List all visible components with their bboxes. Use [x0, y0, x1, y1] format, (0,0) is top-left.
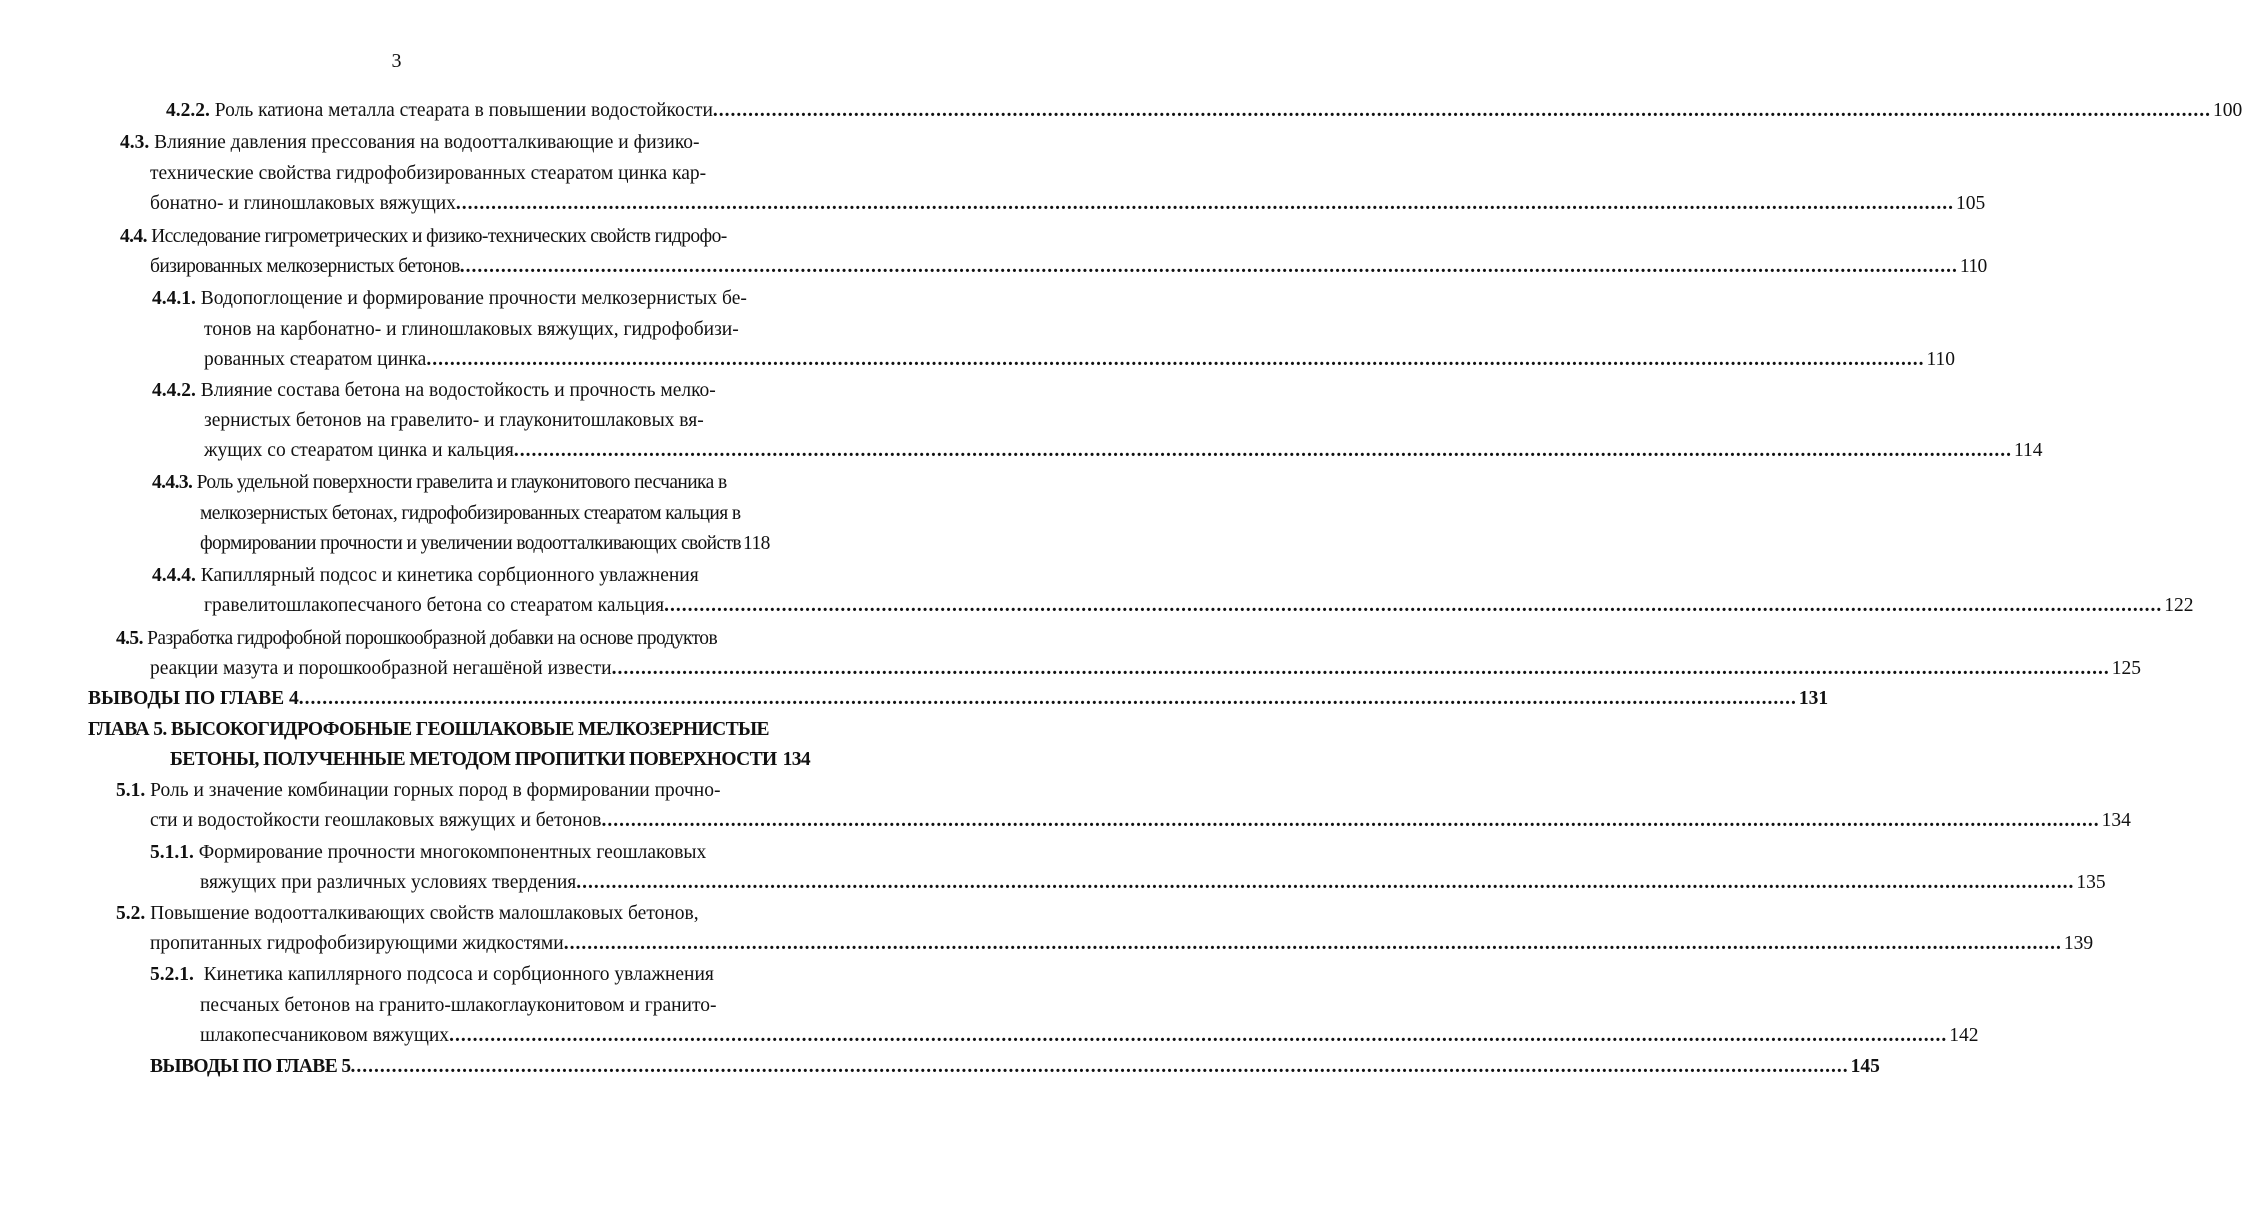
toc-title-line: технические свойства гидрофобизированных стеаратом цинка кар-: [150, 163, 707, 184]
toc-title-line: Формирование прочности многокомпонентных геошлаковых: [198, 842, 707, 863]
toc-title-line: Роль и значение комбинации горных пород в формировании прочно-: [150, 780, 721, 801]
toc-number: 4.5.: [116, 628, 143, 649]
leader-dots: [299, 686, 1797, 712]
leader-dots: [426, 347, 1924, 373]
toc-number: 5.1.: [116, 780, 146, 801]
toc-title-line: Разработка гидрофобной порошкообразной добавки на основе продуктов: [147, 628, 718, 649]
toc-page: 100: [2213, 100, 2242, 121]
toc-title-line: тонов на карбонатно- и глиношлаковых вяжущих, гидрофобизи-: [204, 319, 739, 340]
toc-number: 5.2.: [116, 903, 146, 924]
toc-title-line: бизированных мелкозернистых бетонов: [150, 256, 460, 277]
toc-title-line: ГЛАВА 5. ВЫСОКОГИДРОФОБНЫЕ ГЕОШЛАКОВЫЕ МЕЛКОЗЕРНИСТЫЕ: [88, 719, 769, 740]
toc-number: 4.2.2.: [166, 100, 210, 121]
toc-page: 118: [743, 533, 770, 554]
leader-dots: [576, 870, 2074, 896]
leader-dots: [449, 1023, 1947, 1049]
toc-number: 4.3.: [120, 132, 150, 153]
toc-title-line: гравелитошлакопесчаного бетона со стеаратом кальция: [204, 595, 665, 616]
toc-page: 110: [1926, 349, 1955, 370]
toc-title-line: Влияние давления прессования на водоотталкивающие и физико-: [154, 132, 700, 153]
toc-number: 4.4.4.: [152, 565, 196, 586]
toc-title-line: мелкозернистых бетонах, гидрофобизированных стеаратом кальция в: [200, 503, 741, 524]
toc-title: Роль катиона металла стеарата в повышении водостойкости: [209, 100, 713, 121]
toc-page: 105: [1956, 193, 1986, 214]
toc-page: 131: [1798, 688, 1829, 709]
toc-page: 114: [2013, 440, 2043, 461]
toc-number: 5.1.1.: [150, 842, 194, 863]
toc-number: 4.4.: [120, 226, 147, 247]
toc-title-line: Повышение водоотталкивающих свойств малошлаковых бетонов,: [150, 903, 699, 924]
toc-page: 145: [1850, 1056, 1880, 1077]
toc-title-line: сти и водостойкости геошлаковых вяжущих и бетонов: [150, 810, 602, 831]
toc-title-line: шлакопесчаниковом вяжущих: [200, 1025, 450, 1046]
toc-title-line: БЕТОНЫ, ПОЛУЧЕННЫЕ МЕТОДОМ ПРОПИТКИ ПОВЕРХНОСТИ: [170, 749, 777, 770]
page-number: 3: [391, 50, 402, 72]
toc-page: 122: [2164, 595, 2194, 616]
toc-page: 110: [1959, 256, 1987, 277]
toc-number: 4.4.1.: [152, 288, 196, 309]
toc-title-line: Роль удельной поверхности гравелита и глауконитового песчаника в: [196, 472, 727, 493]
leader-dots: [664, 593, 2162, 619]
toc-entry-4-2-2[interactable]: [166, 98, 2242, 124]
toc-title-line: жущих со стеаратом цинка и кальция: [204, 440, 514, 461]
toc-title-line: Водопоглощение и формирование прочности мелкозернистых бе-: [200, 288, 747, 309]
toc-title-line: пропитанных гидрофобизирующими жидкостями: [150, 933, 564, 954]
toc-title-line: реакции мазута и порошкообразной негашёной извести: [150, 658, 612, 679]
toc-title-line: зернистых бетонов на гравелито- и глауконитошлаковых вя-: [204, 410, 704, 431]
toc-title-line: вяжущих при различных условиях твердения: [200, 872, 577, 893]
toc-page: 142: [1949, 1025, 1979, 1046]
toc-page: 134: [2101, 810, 2131, 831]
toc-title: ВЫВОДЫ ПО ГЛАВЕ 5: [150, 1056, 351, 1077]
toc-title-line: бонатно- и глиношлаковых вяжущих: [150, 193, 456, 214]
toc-title-line: рованных стеаратом цинка: [204, 349, 427, 370]
toc-number: 5.2.1.: [150, 964, 194, 985]
toc-title-line: Капиллярный подсос и кинетика сорбционного увлажнения: [200, 565, 699, 586]
toc-title: ВЫВОДЫ ПО ГЛАВЕ 4: [88, 688, 299, 709]
toc-title-line: песчаных бетонов на гранито-шлакоглауконитовом и гранито-: [200, 995, 717, 1016]
leader-dots: [564, 931, 2062, 957]
toc-entry-conclusions-4[interactable]: [88, 686, 1829, 712]
toc-number: 4.4.2.: [152, 380, 196, 401]
toc-number: 4.4.3.: [152, 472, 193, 493]
toc-page: 135: [2076, 872, 2106, 893]
leader-dots: [602, 808, 2100, 834]
toc-title-line: Исследование гигрометрических и физико-технических свойств гидрофо-: [151, 226, 727, 247]
toc-title-line: Влияние состава бетона на водостойкость и прочность мелко-: [200, 380, 716, 401]
toc-page: 134: [782, 749, 811, 770]
leader-dots: [351, 1054, 1849, 1080]
leader-dots: [456, 191, 1954, 217]
leader-dots: [612, 656, 2110, 682]
leader-dots: [713, 98, 2211, 124]
toc-page: 139: [2063, 933, 2094, 954]
toc-page: 125: [2111, 658, 2141, 679]
leader-dots: [460, 254, 1958, 280]
toc-title-line: формировании прочности и увеличении водоотталкивающих свойств: [200, 533, 742, 554]
leader-dots: [514, 438, 2012, 464]
toc-title-line: Кинетика капиллярного подсоса и сорбционного увлажнения: [203, 964, 714, 985]
toc-entry-conclusions-5[interactable]: [150, 1054, 1880, 1080]
